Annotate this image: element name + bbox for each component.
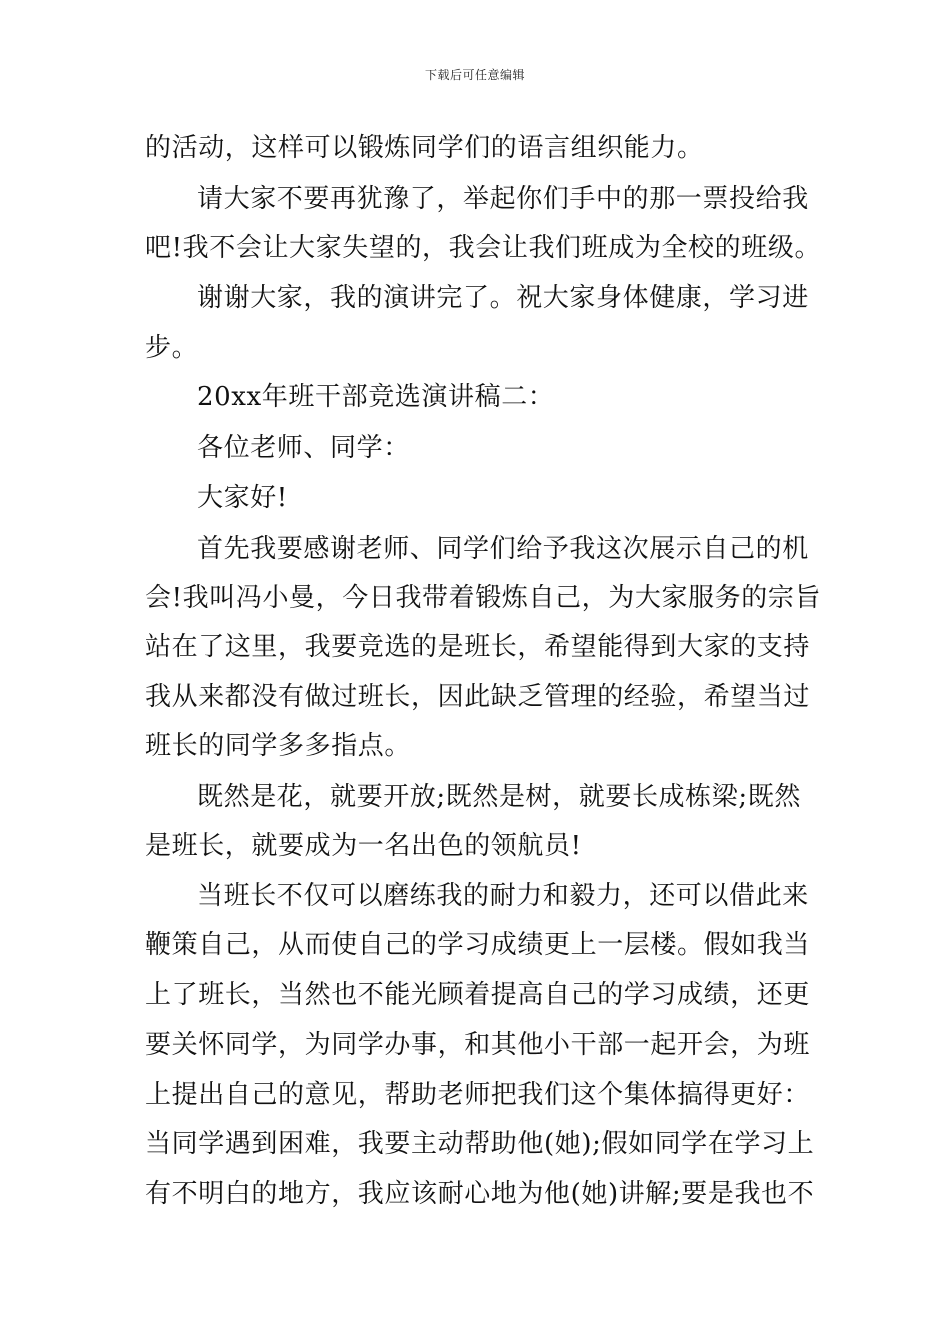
text-line: 上了班长，当然也不能光顾着提高自己的学习成绩，还更 <box>145 980 811 1010</box>
text-line: 班长的同学多多指点。 <box>145 731 412 761</box>
text-line: 有不明白的地方，我应该耐心地为他(她)讲解;要是我也不 <box>145 1179 815 1209</box>
text-line: 谢谢大家，我的演讲完了。祝大家身体健康，学习进 <box>197 283 809 313</box>
text-line: 大家好! <box>197 483 288 513</box>
text-line: 我从来都没有做过班长，因此缺乏管理的经验，希望当过 <box>145 682 811 712</box>
text-line: 是班长，就要成为一名出色的领航员! <box>145 831 582 861</box>
text-line: 当同学遇到困难，我要主动帮助他(她);假如同学在学习上 <box>145 1129 815 1159</box>
text-line: 吧!我不会让大家失望的，我会让我们班成为全校的班级。 <box>145 233 822 263</box>
page-header: 下载后可任意编辑 <box>424 68 525 82</box>
text-line: 要关怀同学，为同学办事，和其他小干部一起开会，为班 <box>145 1030 811 1060</box>
text-line: 的活动，这样可以锻炼同学们的语言组织能力。 <box>145 133 704 163</box>
text-line: 鞭策自己，从而使自己的学习成绩更上一层楼。假如我当 <box>145 930 811 960</box>
text-line: 请大家不要再犹豫了，举起你们手中的那一票投给我 <box>197 184 809 214</box>
text-line: 当班长不仅可以磨练我的耐力和毅力，还可以借此来 <box>197 881 809 911</box>
section-heading: 20xx年班干部竞选演讲稿二： <box>197 382 555 412</box>
text-line: 站在了这里，我要竞选的是班长，希望能得到大家的支持 <box>145 632 811 662</box>
text-line: 首先我要感谢老师、同学们给予我这次展示自己的机 <box>197 534 809 564</box>
text-line: 各位老师、同学： <box>197 433 410 463</box>
text-line: 会!我叫冯小曼，今日我带着锻炼自己，为大家服务的宗旨 <box>145 583 822 613</box>
text-line: 上提出自己的意见，帮助老师把我们这个集体搞得更好： <box>145 1080 811 1110</box>
text-line: 步。 <box>145 333 199 363</box>
text-line: 既然是花，就要开放;既然是树，就要长成栋梁;既然 <box>197 782 801 812</box>
